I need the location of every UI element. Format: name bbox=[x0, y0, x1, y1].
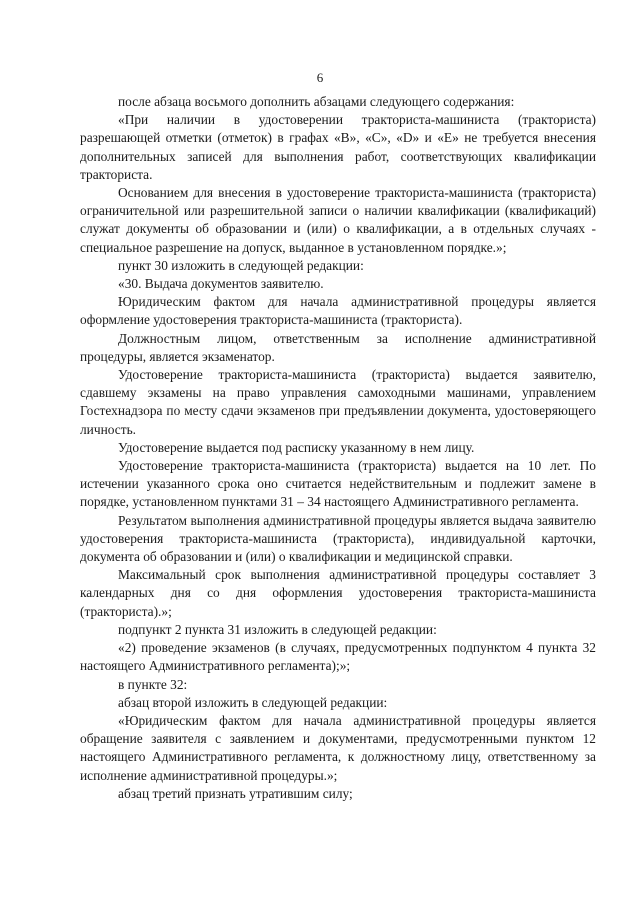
paragraph: «2) проведение экзаменов (в случаях, предусмотренных подпунктом 4 пункта 32 настоящего Административного регламента);»; bbox=[80, 640, 596, 674]
paragraph: подпункт 2 пункта 31 изложить в следующей редакции: bbox=[118, 621, 437, 637]
paragraph: «Юридическим фактом для начала административной процедуры является обращение заявителя с заявлением и документами, предусмотренными пунктом 12 настоящего Административного регламента, к должностному лицу, ответственному за исполнение административной процедуры.»; bbox=[80, 712, 596, 783]
paragraph: пункт 30 изложить в следующей редакции: bbox=[118, 257, 364, 273]
paragraph: Должностным лицом, ответственным за исполнение административной процедуры, является экзаменатор. bbox=[80, 330, 596, 364]
paragraph: абзац третий признать утратившим силу; bbox=[118, 785, 353, 801]
document-body bbox=[80, 93, 596, 803]
paragraph: Юридическим фактом для начала административной процедуры является оформление удостоверения тракториста-машиниста (тракториста). bbox=[80, 294, 596, 328]
paragraph: Результатом выполнения административной процедуры является выдача заявителю удостоверения тракториста-машиниста (тракториста), индивидуальной карточки, документа об образовании и (или) о квалификации и медицинской справки. bbox=[80, 512, 596, 565]
paragraph: Удостоверение тракториста-машиниста (тракториста) выдается заявителю, сдавшему экзамены на право управления самоходными машинами, управлением Гостехнадзора по месту сдачи экзаменов при предъявлении документа, удостоверяющего личность. bbox=[80, 367, 596, 437]
paragraph: после абзаца восьмого дополнить абзацами следующего содержания: bbox=[118, 94, 515, 109]
paragraph: абзац второй изложить в следующей редакции: bbox=[118, 694, 388, 710]
paragraph: «30. Выдача документов заявителю. bbox=[118, 276, 324, 292]
paragraph: Максимальный срок выполнения административной процедуры составляет 3 календарных дня со дня оформления удостоверения тракториста-машиниста (тракториста).»; bbox=[80, 567, 596, 619]
paragraph: Основанием для внесения в удостоверение тракториста-машиниста (тракториста) ограничительной или разрешительной записи о наличии квалификации (квалификаций) служат документы об образовании и (или) о квалификации, а в отдельных случаях - специальное разрешение на допуск, выданное в установленном порядке.»; bbox=[80, 185, 596, 255]
paragraph: в пункте 32: bbox=[118, 676, 188, 692]
paragraph: «При наличии в удостоверении тракториста-машиниста (тракториста) разрешающей отметки (отметок) в графах «В», «С», «D» и «Е» не требуется внесения дополнительных записей для выполнения работ, соответствующих квалификации тракториста. bbox=[80, 112, 596, 182]
page-number: 6 bbox=[316, 70, 324, 85]
paragraph: Удостоверение тракториста-машиниста (тракториста) выдается на 10 лет. По истечении указанного срока оно считается недействительным и подлежит замене в порядке, установленном пунктами 31 – 34 настоящего Административного регламента. bbox=[80, 458, 596, 510]
paragraph: Удостоверение выдается под расписку указанному в нем лицу. bbox=[118, 439, 475, 455]
